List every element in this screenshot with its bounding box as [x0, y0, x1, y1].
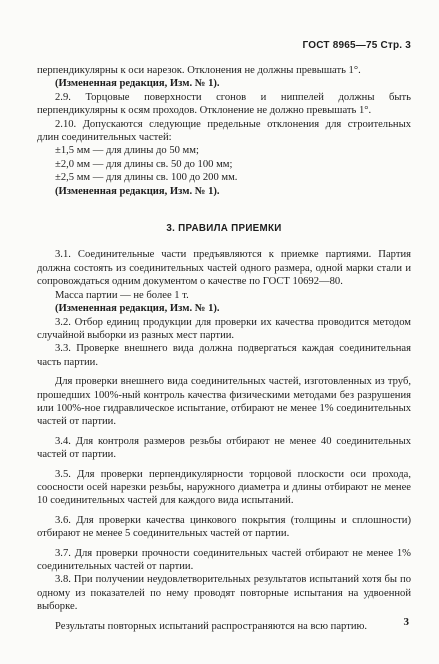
paragraph-continuation: перпендикулярны к оси нарезок. Отклонения не должны превышать 1°.: [37, 65, 361, 76]
tolerance-item: ±1,5 мм — для длины до 50 мм;: [55, 145, 199, 157]
page-number: 3: [403, 616, 409, 628]
clause-3-2: 3.2. Отбор единиц продукции для проверки их качества проводится методом случайной выборки из разных мест партии.: [37, 316, 411, 341]
clause-3-8-result: Результаты повторных испытаний распространяются на всю партию.: [55, 620, 368, 632]
amendment-note: (Измененная редакция, Изм. № 1).: [55, 185, 220, 197]
clause-3-6: 3.6. Для проверки качества цинкового покрытия (толщины и сплошности) отбирают не менее 5 соединительных частей от партии.: [37, 514, 411, 540]
clause-3-1-mass: Масса партии — не более 1 т.: [55, 289, 189, 301]
clause-3-7: 3.7. Для проверки прочности соединительных частей отбирают не менее 1% соединительных частей от партии.: [37, 547, 411, 572]
tolerance-item: ±2,0 мм — для длины св. 50 до 100 мм;: [55, 158, 233, 170]
clause-3-1: 3.1. Соединительные части предъявляются к приемке партиями. Партия должна состоять из соединительных частей одного размера, одной марки стали и сопровождаться одним документом о качестве по ГОСТ 10692—80.: [37, 249, 411, 288]
clause-3-8: 3.8. При получении неудовлетворительных результатов испытаний хотя бы по одному из показателей по нему проводят повторные испытания на удвоенной выборке.: [37, 574, 411, 613]
page-header: ГОСТ 8965—75 Стр. 3: [302, 40, 411, 51]
clause-2-10: 2.10. Допускаются следующие предельные отклонения для строительных длин соединительных частей:: [37, 118, 411, 144]
clause-3-3-detail: Для проверки внешнего вида соединительных частей, изготовленных из труб, прошедших 100%-ный контроль качества физическими методами без разрушения или 100%-ное гидравлическое испытание, отбирают не менее 1% соединительных частей от партии.: [37, 376, 411, 428]
document-body: [37, 64, 411, 633]
clause-3-4: 3.4. Для контроля размеров резьбы отбирают не менее 40 соединительных частей от партии.: [37, 435, 411, 461]
amendment-note: (Измененная редакция, Изм. № 1).: [55, 78, 220, 90]
section-heading: 3. ПРАВИЛА ПРИЕМКИ: [166, 223, 282, 235]
clause-3-3: 3.3. Проверке внешнего вида должна подвергаться каждая соединительная часть партии.: [37, 343, 411, 368]
clause-3-5: 3.5. Для проверки перпендикулярности торцовой плоскости оси прохода, соосности осей нарезки резьбы, наружного диаметра и длины отбирают не менее 10 соединительных частей для каждого вида испытаний.: [37, 468, 411, 507]
clause-2-9: 2.9. Торцовые поверхности сгонов и ниппелей должны быть перпендикулярны к осям проходов. Отклонение не должно превышать 1°.: [37, 91, 411, 117]
amendment-note: (Измененная редакция, Изм. № 1).: [55, 303, 220, 315]
tolerance-item: ±2,5 мм — для длины св. 100 до 200 мм.: [55, 172, 238, 184]
